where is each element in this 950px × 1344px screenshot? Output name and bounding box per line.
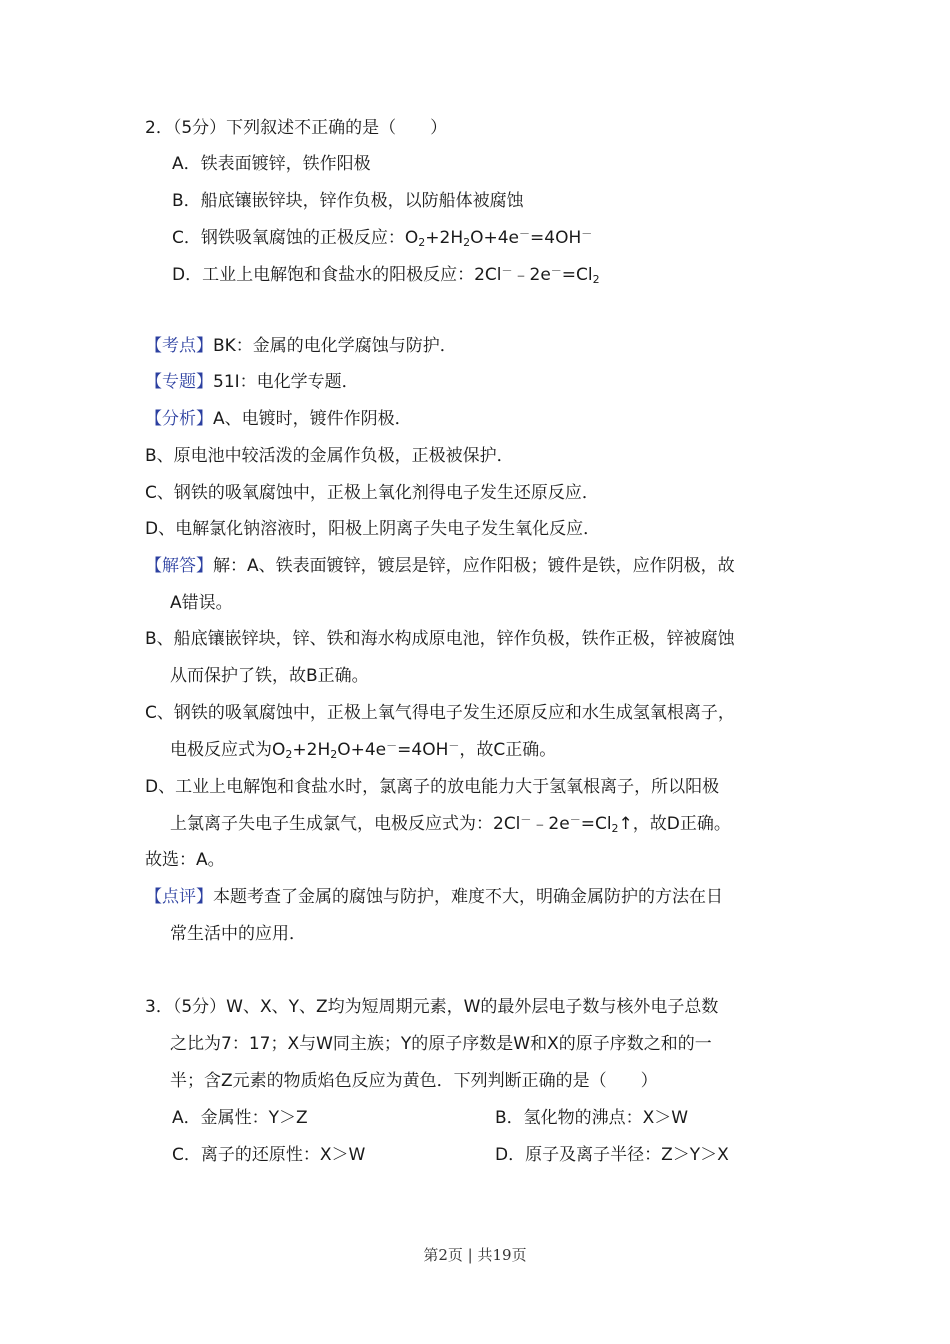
dianping-line2: 常生活中的应用． (170, 924, 306, 944)
zhuanti-text: 51I：电化学专题． (213, 372, 359, 392)
fenxi-tag: 【分析】 (145, 409, 213, 429)
kaodian-text: BK：金属的电化学腐蚀与防护． (213, 336, 457, 356)
q2-option-c-equation: $O_2+2H_2O+4e^-=4OH^-$ (404, 227, 593, 249)
q3-stem-line2: 之比为7：17；X与W同主族；Y的原子序数是W和X的原子序数之和的一 (170, 1034, 712, 1054)
jieda-d2-suffix: ，故D正确。 (632, 814, 731, 834)
fenxi-b: B、原电池中较活泼的金属作负极，正极被保护． (145, 446, 514, 466)
jieda-line2: A错误。 (170, 593, 233, 613)
jieda-c2-equation: $O_2+2H_2O+4e^-=4OH^-$ (272, 739, 460, 761)
zhuanti-tag: 【专题】 (145, 372, 213, 392)
jieda-tag: 【解答】 (145, 556, 213, 576)
jieda-c2 (170, 738, 556, 762)
jieda-b2: 从而保护了铁，故B正确。 (170, 666, 369, 686)
jieda-b1: B、船底镶嵌锌块，锌、铁和海水构成原电池，锌作负极，铁作正极，锌被腐蚀 (145, 629, 735, 649)
q2-option-d-equation: $2Cl^-﹣2e^-=Cl_2$ (474, 264, 600, 286)
jieda-d1: D、工业上电解饱和食盐水时，氯离子的放电能力大于氢氧根离子，所以阳极 (145, 777, 720, 797)
q3-option-a: A．金属性：Y＞Z (172, 1108, 308, 1128)
zhuanti-line (145, 370, 359, 394)
page-footer: 第2页 | 共19页 (423, 1246, 527, 1264)
fenxi-d: D、电解氯化钠溶液时，阳极上阴离子失电子发生氧化反应． (145, 519, 601, 539)
q3-stem-line3: 半；含Z元素的物质焰色反应为黄色．下列判断正确的是（ ） (170, 1071, 658, 1091)
q2-option-c (172, 226, 592, 250)
q3-option-d: D．原子及离子半径：Z＞Y＞X (495, 1145, 729, 1165)
jieda-text: 解：A、铁表面镀锌，镀层是锌，应作阳极；镀件是铁，应作阴极，故 (213, 556, 735, 576)
fenxi-c: C、钢铁的吸氧腐蚀中，正极上氧化剂得电子发生还原反应． (145, 483, 599, 503)
jieda-d2 (170, 812, 731, 836)
jieda-line (145, 554, 735, 578)
fenxi-line (145, 407, 412, 431)
jieda-c1: C、钢铁的吸氧腐蚀中，正极上氧气得电子发生还原反应和水生成氢氧根离子， (145, 703, 735, 723)
kaodian-line (145, 334, 457, 358)
fenxi-text: A、电镀时，镀件作阴极． (213, 409, 412, 429)
q3-stem-line1: 3．（5分）W、X、Y、Z均为短周期元素，W的最外层电子数与核外电子总数 (145, 997, 719, 1017)
jieda-c2-suffix: ，故C正确。 (459, 740, 557, 760)
dianping-text: 本题考查了金属的腐蚀与防护，难度不大，明确金属防护的方法在日 (213, 887, 723, 907)
q2-option-a: A．铁表面镀锌，铁作阳极 (172, 154, 371, 174)
q2-option-d (172, 263, 600, 287)
q2-option-b: B．船底镶嵌锌块，锌作负极，以防船体被腐蚀 (172, 191, 524, 211)
q2-stem: 2．（5分）下列叙述不正确的是（ ） (145, 118, 448, 138)
dianping-tag: 【点评】 (145, 887, 213, 907)
dianping-line (145, 885, 723, 909)
jieda-d2-text: 上氯离子失电子生成氯气，电极反应式为： (170, 814, 493, 834)
q3-option-c: C．离子的还原性：X＞W (172, 1145, 366, 1165)
jieda-c2-text: 电极反应式为 (170, 740, 272, 760)
q2-option-c-text: C．钢铁吸氧腐蚀的正极反应： (172, 228, 405, 248)
q3-option-b: B．氢化物的沸点：X＞W (495, 1108, 689, 1128)
q2-option-d-text: D．工业上电解饱和食盐水的阳极反应： (172, 265, 475, 285)
jieda-d2-equation: $2Cl^-﹣2e^-=Cl_2↑$ (493, 813, 633, 835)
answer-choice: 故选：A。 (145, 850, 225, 870)
kaodian-tag: 【考点】 (145, 336, 213, 356)
